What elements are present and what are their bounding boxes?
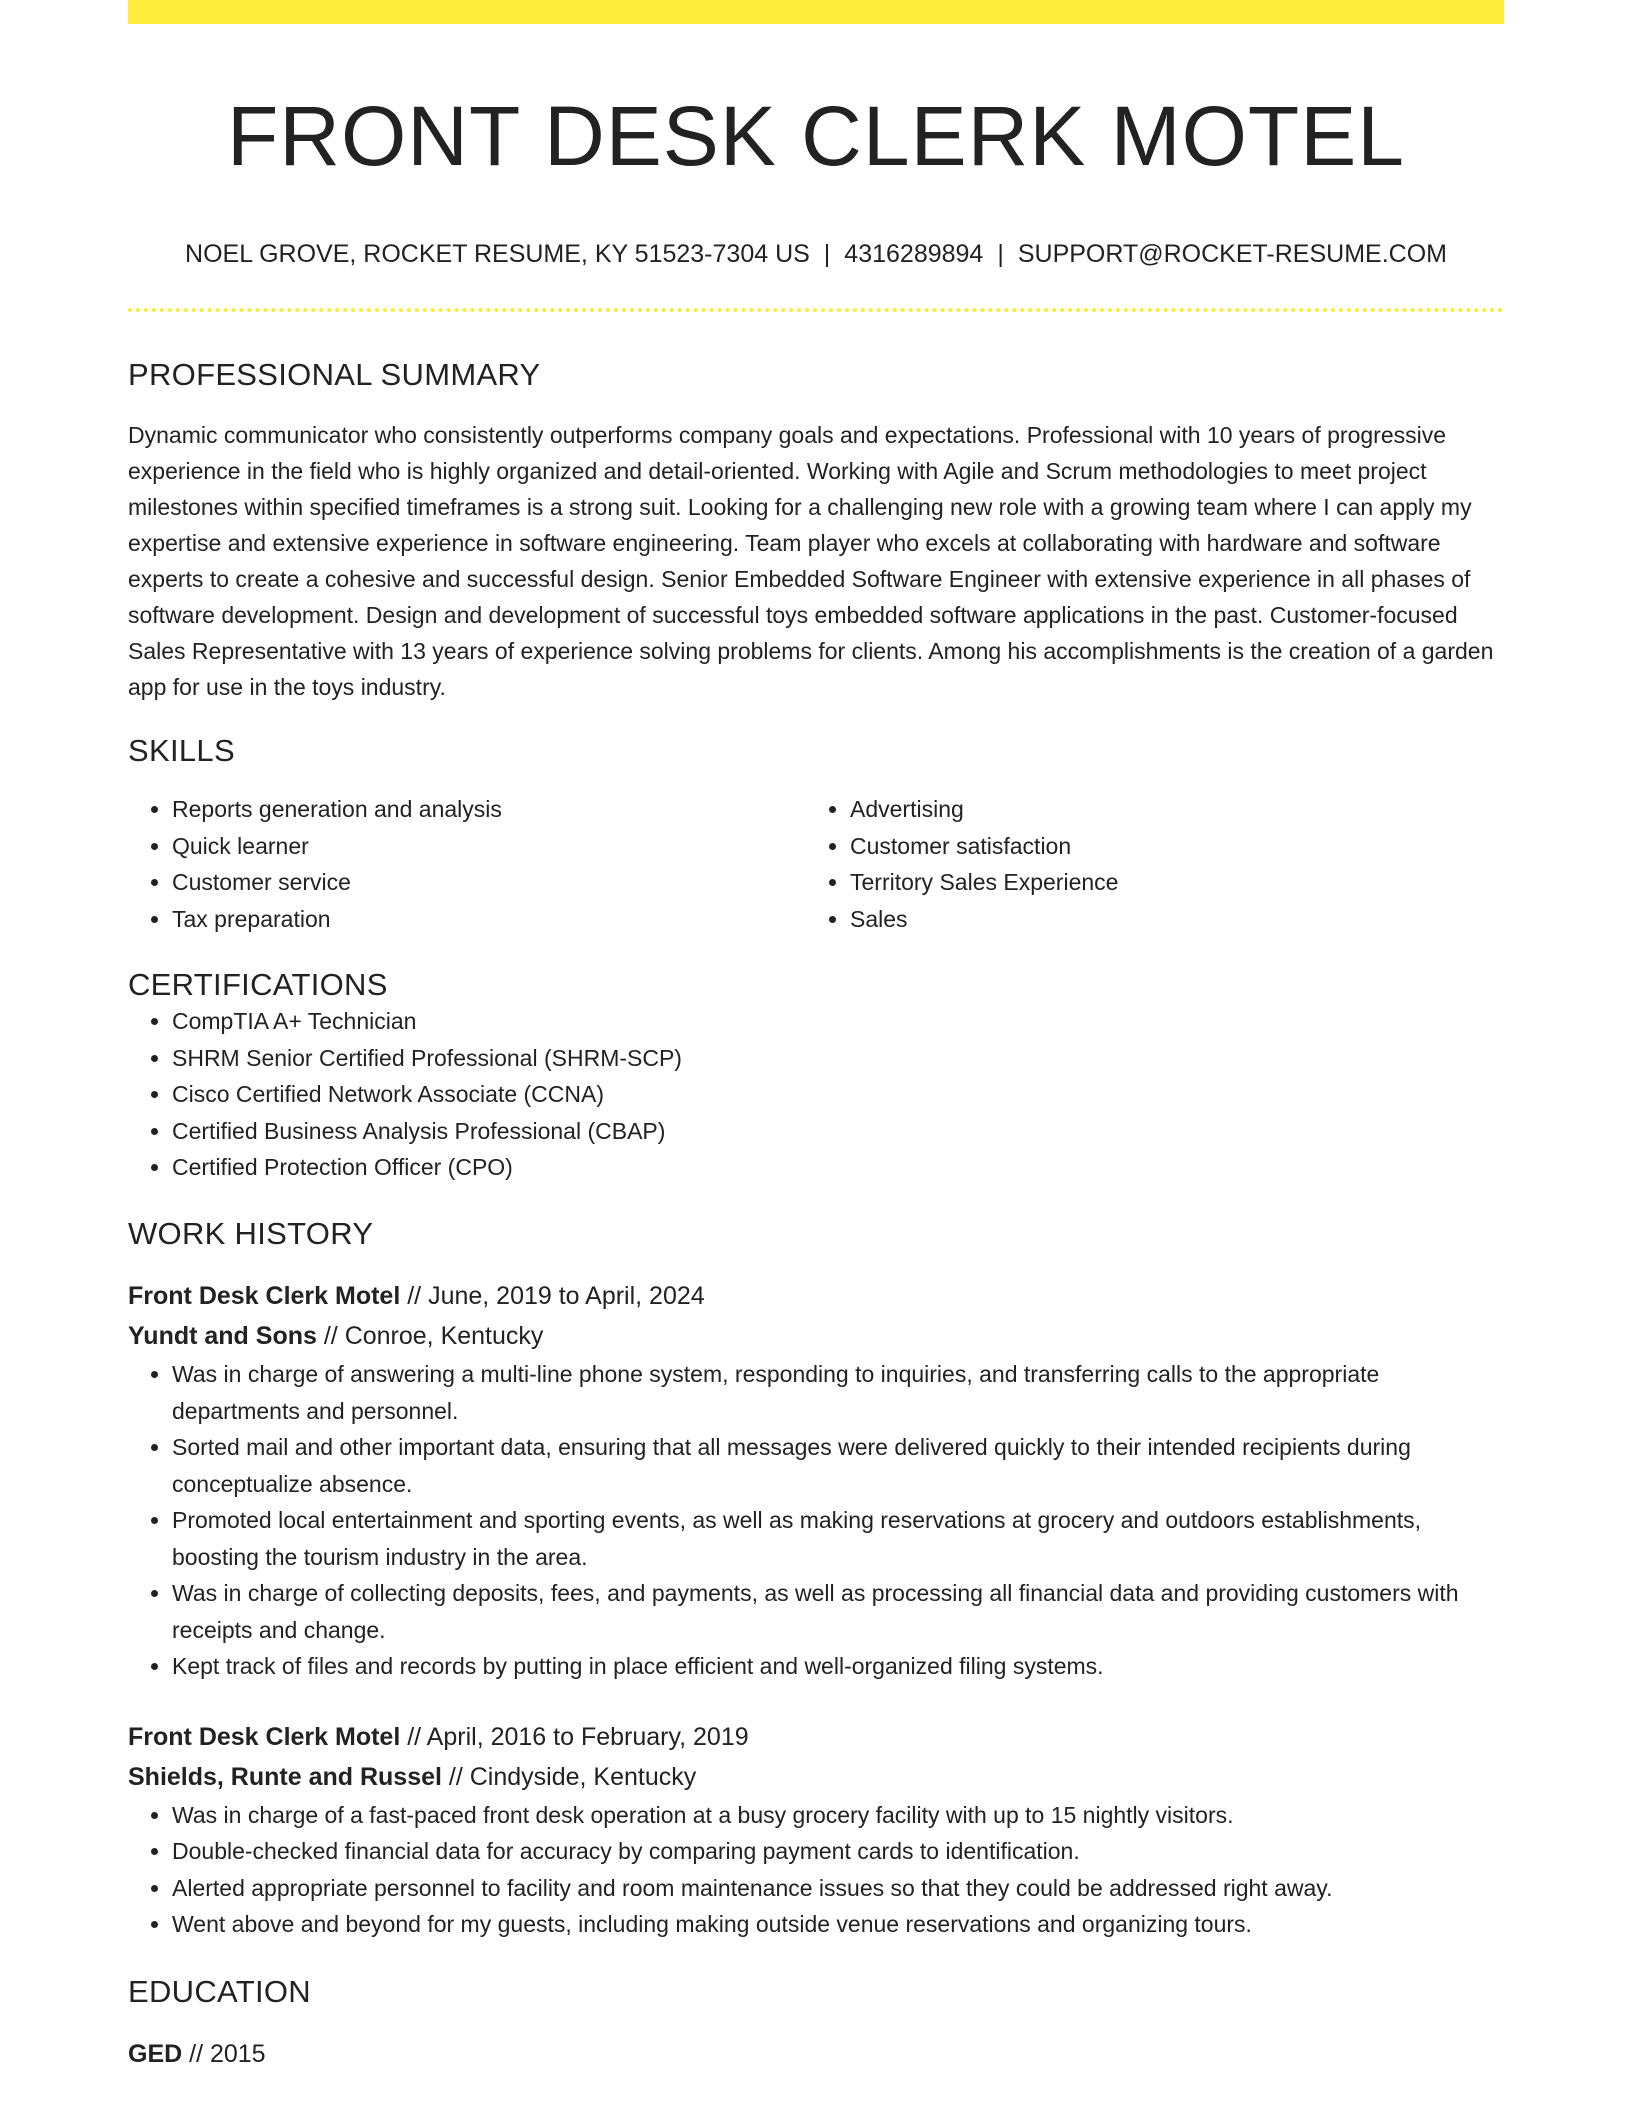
job-duty-item: • Alerted appropriate personnel to facility and room maintenance issues so that they could be addressed right away.	[172, 1870, 1504, 1907]
contact-phone: 4316289894	[844, 239, 984, 268]
skill-item: • Customer satisfaction	[850, 828, 1484, 865]
job-location: // Cindyside, Kentucky	[441, 1762, 697, 1791]
job-company: Yundt and Sons	[128, 1322, 317, 1351]
job-title-line	[128, 1717, 1504, 1757]
contact-email: SUPPORT@ROCKET-RESUME.COM	[1017, 239, 1447, 268]
job-duty-item: • Went above and beyond for my guests, including making outside venue reservations and organizing tours.	[172, 1906, 1504, 1943]
job-company: Shields, Runte and Russel	[128, 1762, 442, 1791]
contact-line	[128, 239, 1504, 269]
job-duty-item: • Sorted mail and other important data, ensuring that all messages were delivered quickly to their intended recipients during conceptualize absence.	[172, 1429, 1504, 1502]
skills-grid	[128, 791, 1504, 937]
certification-item: • Certified Business Analysis Professional (CBAP)	[172, 1113, 1504, 1150]
education-heading: EDUCATION	[128, 1973, 311, 2009]
education-line	[128, 2034, 1504, 2074]
job-duty-item: • Double-checked financial data for accuracy by comparing payment cards to identification.	[172, 1833, 1504, 1870]
skill-item: • Reports generation and analysis	[172, 791, 806, 828]
skills-list-left	[128, 791, 806, 937]
skills-column-left	[128, 791, 806, 937]
skill-item: • Customer service	[172, 864, 806, 901]
job-entry	[128, 1717, 1504, 1943]
resume-page	[128, 0, 1504, 2074]
certification-item: • CompTIA A+ Technician	[172, 1003, 1504, 1040]
header-divider	[128, 308, 1504, 312]
job-location: // Conroe, Kentucky	[316, 1322, 544, 1351]
job-duties-list	[128, 1356, 1504, 1685]
certifications-list	[128, 1003, 1504, 1186]
job-duty-item: • Was in charge of answering a multi-line phone system, responding to inquiries, and transferring calls to the appropriate departments and personnel.	[172, 1356, 1504, 1429]
certifications-heading: CERTIFICATIONS	[128, 967, 388, 1003]
job-company-line	[128, 1757, 1504, 1797]
job-duties-list	[128, 1797, 1504, 1943]
skills-heading: SKILLS	[128, 732, 235, 768]
job-duty-item: • Was in charge of collecting deposits, fees, and payments, as well as processing all financial data and providing customers with receipts and change.	[172, 1575, 1504, 1648]
job-role: Front Desk Clerk Motel	[128, 1722, 401, 1751]
skill-item: • Quick learner	[172, 828, 806, 865]
job-duty-item: • Kept track of files and records by putting in place efficient and well-organized filing systems.	[172, 1648, 1504, 1685]
contact-separator: |	[997, 239, 1004, 268]
education-degree: GED	[128, 2039, 183, 2068]
skills-list-right	[806, 791, 1484, 937]
job-role: Front Desk Clerk Motel	[128, 1282, 401, 1311]
certification-item: • SHRM Senior Certified Professional (SHRM-SCP)	[172, 1040, 1504, 1077]
job-dates: // April, 2016 to February, 2019	[400, 1722, 749, 1751]
contact-separator: |	[823, 239, 831, 268]
job-dates: // June, 2019 to April, 2024	[400, 1282, 705, 1311]
job-entry	[128, 1276, 1504, 1685]
contact-address: NOEL GROVE, ROCKET RESUME, KY 51523-7304 US	[185, 239, 810, 268]
job-title-line	[128, 1276, 1504, 1316]
job-company-line	[128, 1316, 1504, 1356]
resume-name: FRONT DESK CLERK MOTEL	[227, 89, 1405, 183]
accent-top-bar	[128, 0, 1504, 24]
work-history-heading: WORK HISTORY	[128, 1215, 374, 1251]
summary-heading: PROFESSIONAL SUMMARY	[128, 356, 541, 392]
certification-item: • Certified Protection Officer (CPO)	[172, 1149, 1504, 1186]
skill-item: • Advertising	[850, 791, 1484, 828]
skill-item: • Tax preparation	[172, 901, 806, 938]
skill-item: • Sales	[850, 901, 1484, 938]
skill-item: • Territory Sales Experience	[850, 864, 1484, 901]
summary-text: Dynamic communicator who consistently outperforms company goals and expectations. Professional with 10 years of progressive experience in the field who is highly organized and detail-oriented. Working with Agile and Scrum methodologies to meet project milestones within specified timeframes is a strong suit. Looking for a challenging new role with a growing team where I can apply my expertise and extensive experience in software engineering. Team player who excels at collaborating with hardware and software experts to create a cohesive and successful design. Senior Embedded Software Engineer with extensive experience in all phases of software development. Design and development of successful toys embedded software applications in the past. Customer-focused Sales Representative with 13 years of experience solving problems for clients. Among his accomplishments is the creation of a garden app for use in the toys industry.	[128, 421, 1494, 700]
job-duty-item: • Promoted local entertainment and sporting events, as well as making reservations at grocery and outdoors establishments, boosting the tourism industry in the area.	[172, 1502, 1504, 1575]
skills-column-right	[806, 791, 1484, 937]
certification-item: • Cisco Certified Network Associate (CCNA)	[172, 1076, 1504, 1113]
job-duty-item: • Was in charge of a fast-paced front desk operation at a busy grocery facility with up to 15 nightly visitors.	[172, 1797, 1504, 1834]
education-year: // 2015	[182, 2039, 266, 2068]
